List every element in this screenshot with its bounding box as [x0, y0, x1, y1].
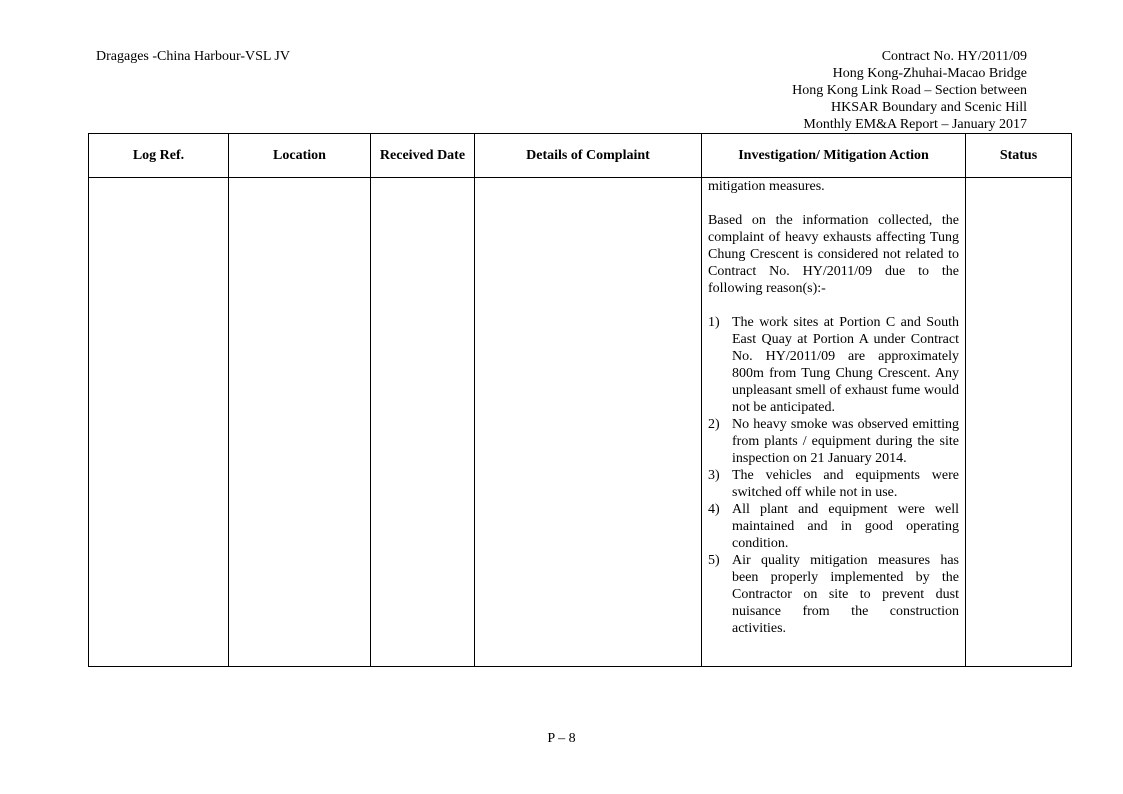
list-item — [708, 501, 959, 552]
report-title: Monthly EM&A Report – January 2017 — [803, 117, 1027, 132]
column-header-received-date: Received Date — [371, 134, 475, 178]
cell-details — [475, 178, 702, 667]
action-text — [708, 178, 959, 637]
cell-received-date — [371, 178, 475, 667]
reason-list — [708, 314, 959, 637]
reason-text: The vehicles and equipments were switched off while not in use. — [732, 468, 959, 500]
reason-number: 4) — [708, 502, 720, 517]
page-number: P – 8 — [547, 731, 576, 746]
list-item — [708, 314, 959, 416]
column-header-details: Details of Complaint — [475, 134, 702, 178]
reason-number: 1) — [708, 315, 720, 330]
cell-location — [229, 178, 371, 667]
table-row — [89, 178, 1072, 667]
project-section: Hong Kong Link Road – Section between — [792, 83, 1027, 98]
column-header-action: Investigation/ Mitigation Action — [702, 134, 966, 178]
contract-header — [792, 48, 1027, 133]
complaint-log-table — [88, 133, 1072, 667]
list-item — [708, 416, 959, 467]
reason-number: 3) — [708, 468, 720, 483]
reason-number: 5) — [708, 553, 720, 568]
reason-text: Air quality mitigation measures has been properly implemented by the Contractor on site to prevent dust nuisance from the construction activities. — [732, 553, 959, 636]
column-header-status: Status — [966, 134, 1072, 178]
reason-text: The work sites at Portion C and South East Quay at Portion A under Contract No. HY/2011/09 are approximately 800m from Tung Chung Crescent. Any unpleasant smell of exhaust fume would not be anticipated. — [732, 315, 959, 415]
column-header-log-ref: Log Ref. — [89, 134, 229, 178]
reason-text: All plant and equipment were well maintained and in good operating condition. — [732, 502, 959, 551]
company-name: Dragages -China Harbour-VSL JV — [96, 49, 290, 64]
cell-log-ref — [89, 178, 229, 667]
column-header-location: Location — [229, 134, 371, 178]
reason-number: 2) — [708, 417, 720, 432]
contract-number: Contract No. HY/2011/09 — [881, 49, 1027, 64]
list-item — [708, 552, 959, 637]
cell-status — [966, 178, 1072, 667]
table-header-row — [89, 134, 1072, 178]
project-name: Hong Kong-Zhuhai-Macao Bridge — [832, 66, 1027, 81]
action-intro: mitigation measures. — [708, 179, 825, 194]
project-section-bounds: HKSAR Boundary and Scenic Hill — [831, 100, 1027, 115]
action-paragraph: Based on the information collected, the complaint of heavy exhausts affecting Tung Chung Crescent is considered not related to Contract No. HY/2011/09 due to the following reason(s):- — [708, 213, 959, 296]
cell-action — [702, 178, 966, 667]
reason-text: No heavy smoke was observed emitting from plants / equipment during the site inspection on 21 January 2014. — [732, 417, 959, 466]
list-item — [708, 467, 959, 501]
